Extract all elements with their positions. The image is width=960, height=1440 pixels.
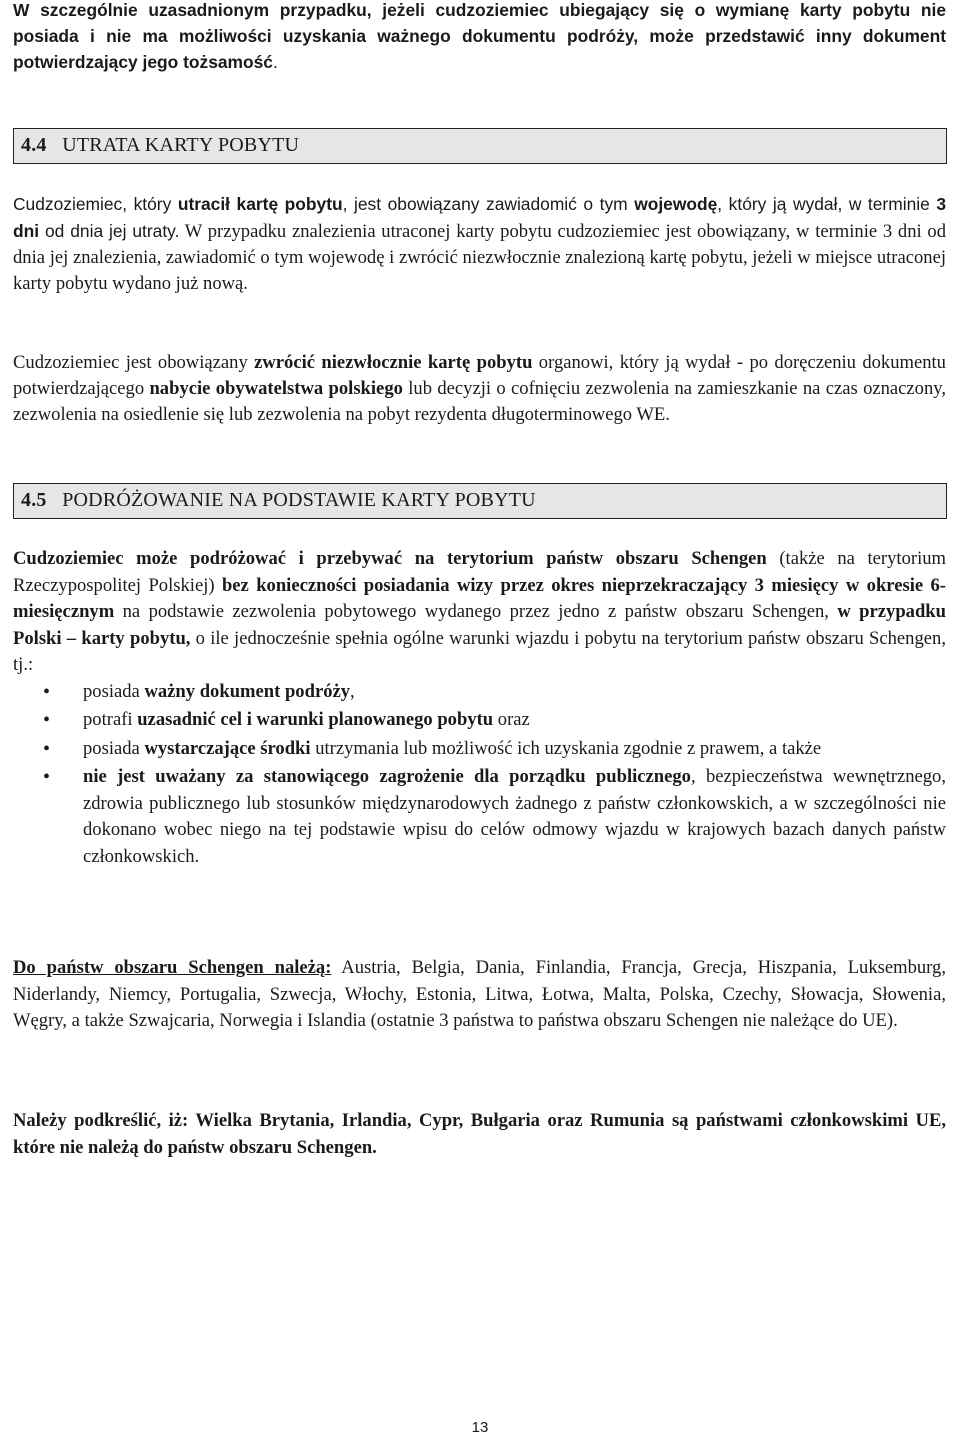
bullet-icon: • — [43, 680, 51, 703]
intro-paragraph — [13, 0, 946, 75]
section-number: 4.5 — [21, 489, 47, 511]
section-heading-4-4 — [13, 128, 947, 164]
return-paragraph: Cudzoziemiec jest obowiązany zwrócić niezwłocznie kartę pobytu organowi, który ją wydał - po doręczeniu dokumentu potwierdzającego nabycie obywatelstwa polskiego lub decyzji o cofnięciu zezwolenia na zamieszkanie na czas oznaczony, zezwolenia na osiedlenie się lub zezwolenia na pobyt rezydenta długoterminowego WE. — [13, 352, 947, 425]
loss-paragraph: Cudzoziemiec, który utracił kartę pobytu, jest obowiązany zawiadomić o tym wojewodę, który ją wydał, w terminie 3 dni od dnia jej utraty. W przypadku znalezienia utraconej karty pobytu cudzoziemiec jest obowiązany, w terminie 3 dni od dnia jej znalezienia, zawiadomić o tym wojewodę i zwrócić niezwłocznie znalezioną kartę pobytu, jeżeli w miejsce utraconej karty pobytu wydano już nową. — [13, 194, 947, 294]
list-item: • potrafi uzasadnić cel i warunki planowanego pobytu oraz — [13, 707, 946, 734]
page-number: 13 — [471, 1419, 489, 1436]
section-heading-4-5 — [13, 483, 947, 519]
schengen-label: Do państw obszaru Schengen należą: — [13, 957, 332, 978]
note-text: Należy podkreślić, iż: Wielka Brytania, Irlandia, Cypr, Bułgaria oraz Rumunia są państwami członkowskimi UE, które nie należą do państw obszaru Schengen. — [13, 1110, 946, 1158]
bullet-icon: • — [43, 766, 51, 788]
section-title: UTRATA KARTY POBYTU — [62, 134, 300, 156]
list-item: • posiada wystarczające środki utrzymania lub możliwość ich uzyskania zgodnie z prawem, a także — [13, 736, 946, 763]
bullet-icon: • — [43, 737, 51, 760]
intro-text-end: . — [272, 52, 278, 72]
section-number: 4.4 — [21, 134, 47, 156]
intro-text: W szczególnie uzasadnionym przypadku, jeżeli cudzoziemiec ubiegający się o wymianę karty pobytu nie posiada i nie ma możliwości uzyskania ważnego dokumentu podróży, może przedstawić inny dokument potwierdzający jego tożsamość — [13, 0, 946, 72]
conditions-list — [13, 679, 946, 871]
schengen-countries: Austria, Belgia, Dania, Finlandia, Francja, Grecja, Hiszpania, Luksemburg, Niderlandy, Niemcy, Portugalia, Szwecja, Włochy, Estonia, Litwa, Łotwa, Malta, Polska, Czechy, Słowacja, Słowenia, Węgry, a także Szwajcaria, Norwegia i Islandia (ostatnie 3 państwa to państwa obszaru Schengen nie należące do UE). — [13, 957, 946, 1031]
section-title: PODRÓŻOWANIE NA PODSTAWIE KARTY POBYTU — [62, 489, 536, 511]
list-item: • nie jest uważany za stanowiącego zagrożenie dla porządku publicznego, bezpieczeństwa wewnętrznego, zdrowia publicznego lub stosunków międzynarodowych żadnego z państw członkowskich, a w szczególności nie dokonano wobec niego na tej podstawie wpisu do celów odmowy wjazdu w krajowych bazach danych państw członkowskich. — [43, 766, 946, 867]
schengen-paragraph — [13, 955, 946, 1035]
bullet-icon: • — [43, 709, 51, 731]
travel-paragraph: Cudzoziemiec może podróżować i przebywać na terytorium państw obszaru Schengen (także na terytorium Rzeczypospolitej Polskiej) bez konieczności posiadania wizy przez okres nieprzekraczający 3 miesięcy w okresie 6-miesięcznym na podstawie zezwolenia pobytowego wydanego przez jedno z państw obszaru Schengen, w przypadku Polski – karty pobytu, o ile jednocześnie spełnia ogólne warunki wjazdu i pobytu na terytorium państw obszaru Schengen, tj.: • posiada ważny dokument podróży, • potrafi uzasadnić cel i warunki planowanego pobytu oraz • posiada wystarczające środki utrzymania lub możliwość ich uzyskania zgodnie z prawem, a także • nie jest uważany za stanowiącego zagrożenie dla porządku publicznego, bezpieczeństwa wewnętrznego, zdrowia publicznego lub stosunków międzynarodowych żadnego z państw członkowskich, a w szczególności nie dokonano wobec niego na tej podstawie wpisu do celów odmowy wjazdu w krajowych bazach danych państw członkowskich. — [13, 546, 946, 870]
list-item: • posiada ważny dokument podróży, — [13, 679, 946, 706]
note-paragraph — [13, 1108, 946, 1161]
